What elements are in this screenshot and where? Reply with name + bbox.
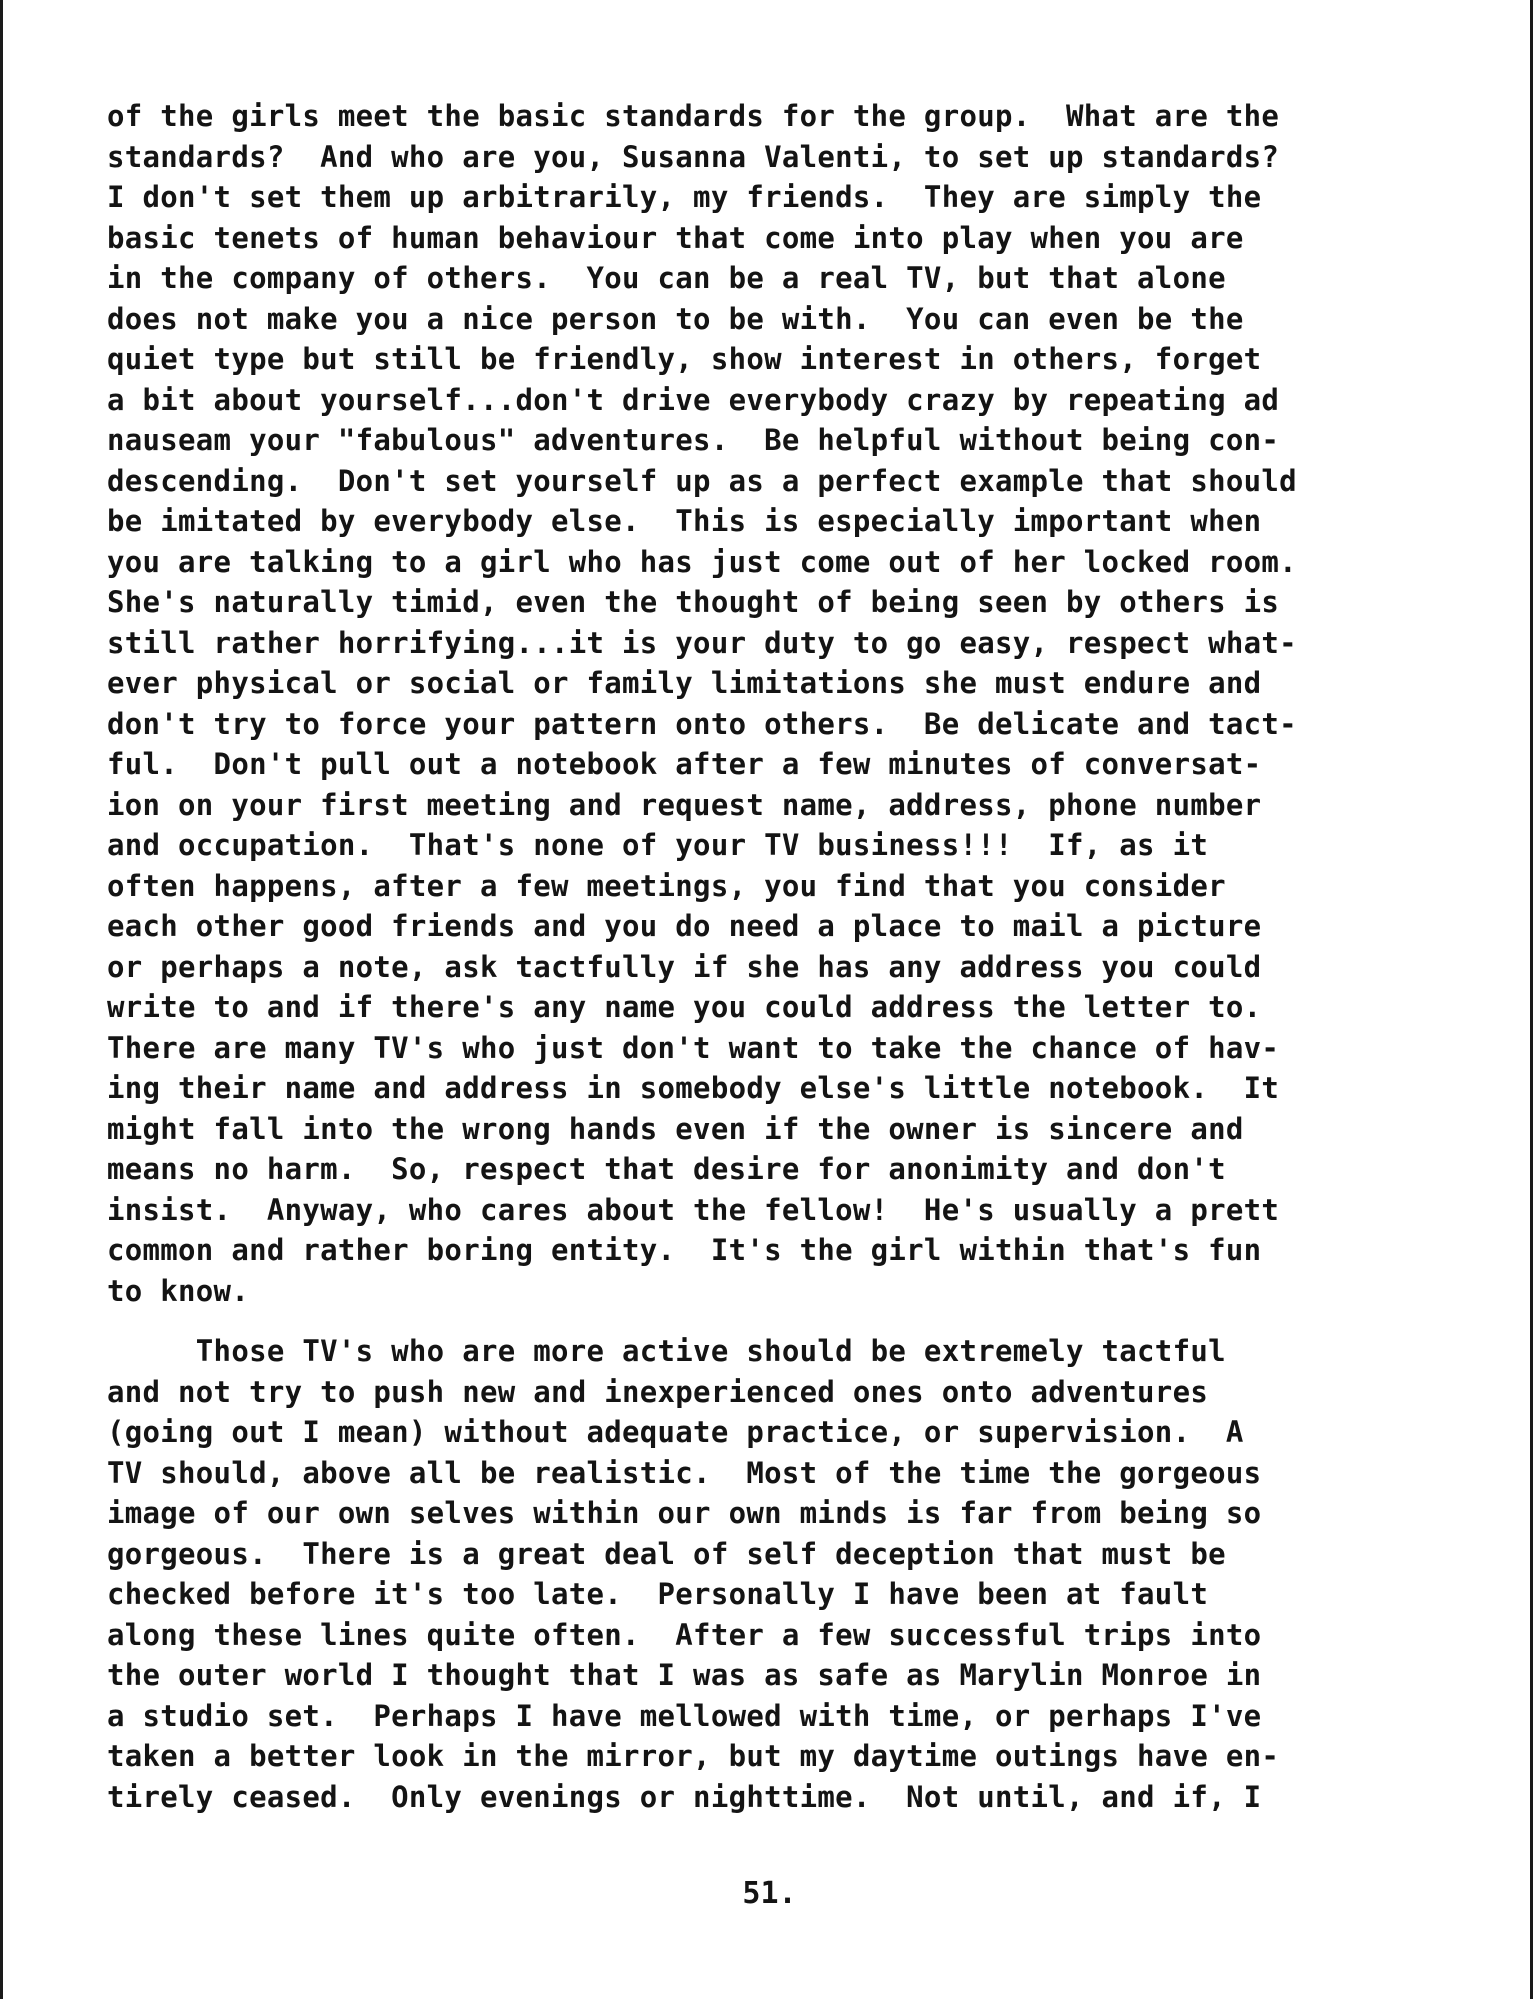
text-line: quiet type but still be friendly, show interest in others, forget [107, 342, 1262, 376]
text-line: a bit about yourself...don't drive everybody crazy by repeating ad [107, 382, 1280, 417]
text-line: of the girls meet the basic standards for the group. What are the [107, 99, 1280, 133]
text-line: Those TV's who are more active should be extremely tactful [107, 1334, 1226, 1368]
text-line: ion on your first meeting and request name, address, phone number [107, 787, 1262, 822]
text-line: basic tenets of human behaviour that come into play when you are [107, 220, 1244, 255]
text-line: ever physical or social or family limitations she must endure and [107, 666, 1262, 700]
text-line: checked before it's too late. Personally I have been at fault [107, 1577, 1209, 1611]
text-line: common and rather boring entity. It's the girl within that's fun [107, 1233, 1262, 1267]
body-text [107, 96, 1507, 1814]
text-line: the outer world I thought that I was as safe as Marylin Monroe in [107, 1658, 1262, 1692]
text-line: you are talking to a girl who has just come out of her locked room. [107, 544, 1297, 579]
paragraph-1 [107, 96, 1297, 1311]
text-line: (going out I mean) without adequate practice, or supervision. A [107, 1415, 1244, 1449]
paragraph-2 [107, 1331, 1279, 1817]
text-line: image of our own selves within our own minds is far from being so [107, 1496, 1262, 1530]
text-line: and not try to push new and inexperienced ones onto adventures [107, 1374, 1209, 1409]
text-line: descending. Don't set yourself up as a perfect example that should [107, 463, 1297, 498]
text-line: I don't set them up arbitrarily, my friends. They are simply the [107, 180, 1262, 214]
text-line: write to and if there's any name you could address the letter to. [107, 990, 1262, 1024]
text-line: ing their name and address in somebody else's little notebook. It [107, 1071, 1280, 1105]
text-line: insist. Anyway, who cares about the fellow! He's usually a prett [107, 1192, 1280, 1227]
text-line: means no harm. So, respect that desire for anonimity and don't [107, 1152, 1226, 1186]
text-line: There are many TV's who just don't want to take the chance of hav- [107, 1030, 1280, 1065]
text-line: standards? And who are you, Susanna Valenti, to set up standards? [107, 139, 1280, 174]
text-line: a studio set. Perhaps I have mellowed with time, or perhaps I've [107, 1698, 1262, 1733]
text-line: each other good friends and you do need a place to mail a picture [107, 909, 1262, 943]
text-line: don't try to force your pattern onto others. Be delicate and tact- [107, 706, 1297, 741]
text-line: in the company of others. You can be a real TV, but that alone [107, 261, 1226, 295]
text-line: or perhaps a note, ask tactfully if she has any address you could [107, 949, 1262, 984]
text-line: ful. Don't pull out a notebook after a few minutes of conversat- [107, 747, 1262, 781]
text-line: be imitated by everybody else. This is especially important when [107, 504, 1262, 538]
text-line: to know. [107, 1273, 250, 1308]
text-line: still rather horrifying...it is your duty to go easy, respect what- [107, 625, 1297, 660]
text-line: She's naturally timid, even the thought of being seen by others is [107, 585, 1280, 619]
text-line: taken a better look in the mirror, but my daytime outings have en- [107, 1739, 1280, 1773]
text-line: does not make you a nice person to be with. You can even be the [107, 301, 1244, 336]
text-line: tirely ceased. Only evenings or nighttime. Not until, and if, I [107, 1779, 1262, 1814]
text-line: often happens, after a few meetings, you find that you consider [107, 868, 1226, 903]
text-line: gorgeous. There is a great deal of self deception that must be [107, 1536, 1226, 1571]
page-number: 51. [742, 1876, 797, 1911]
text-line: might fall into the wrong hands even if the owner is sincere and [107, 1111, 1244, 1146]
text-line: and occupation. That's none of your TV business!!! If, as it [107, 828, 1209, 862]
text-line: TV should, above all be realistic. Most of the time the gorgeous [107, 1455, 1262, 1490]
text-line: nauseam your "fabulous" adventures. Be helpful without being con- [107, 423, 1280, 457]
text-line: along these lines quite often. After a few successful trips into [107, 1617, 1262, 1652]
